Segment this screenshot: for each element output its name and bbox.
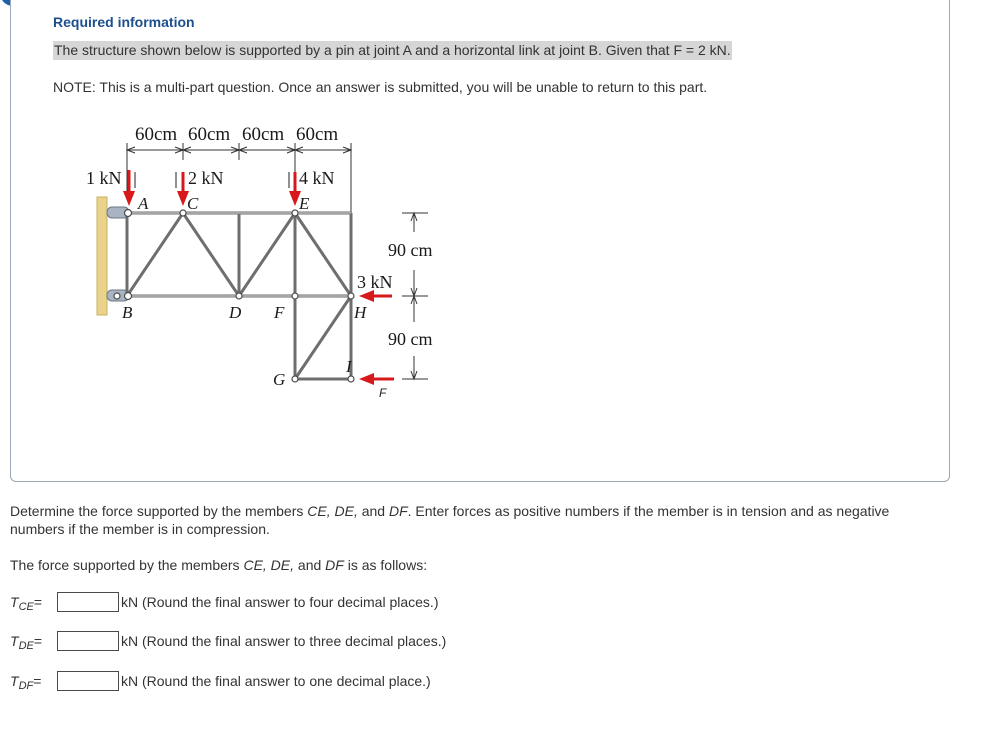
tdf-input[interactable] [57, 671, 119, 691]
joint-label-e: E [299, 194, 310, 213]
load-label-h: 3 kN [357, 272, 393, 292]
answer-row-df [10, 671, 510, 693]
joint-label-b: B [122, 303, 133, 322]
answer-lead-text: The force supported by the members CE, DE, and DF is as follows: [10, 557, 428, 573]
joint-label-d: D [229, 303, 242, 322]
joint-i [348, 376, 354, 382]
joint-e [292, 210, 298, 216]
joint-d [236, 293, 242, 299]
answer-row-ce [10, 592, 510, 614]
wall-support [97, 197, 107, 315]
tde-input[interactable] [57, 631, 119, 651]
joint-h [348, 293, 354, 299]
answer-unit-df: kN (Round the final answer to one decimal place.) [121, 673, 431, 689]
span-label-4: 60cm [296, 124, 339, 145]
load-label-c: 2 kN [188, 168, 224, 188]
load-label-i: F [379, 386, 387, 400]
problem-statement: The structure shown below is supported by a pin at joint A and a horizontal link at joint B. Given that F = 2 kN. [54, 42, 731, 58]
load-label-e: 4 kN [299, 168, 335, 188]
answer-label-ce: $T_{CE}=$ [10, 594, 43, 613]
span-label-3: 60cm [242, 124, 285, 145]
joint-b [125, 293, 132, 300]
joint-f [292, 293, 298, 299]
joint-label-a: A [138, 194, 149, 213]
joint-label-g: G [273, 370, 286, 389]
joint-label-h: H [354, 303, 367, 322]
answer-row-de [10, 631, 510, 653]
joint-g [292, 376, 298, 382]
load-label-a: 1 kN [86, 168, 122, 188]
span-label-1: 60cm [135, 124, 178, 145]
joint-c [180, 210, 186, 216]
multi-part-note: NOTE: This is a multi-part question. Once an answer is submitted, you will be unable to return to this part. [53, 79, 708, 95]
height-label-1: 90 cm [388, 240, 433, 260]
tce-input[interactable] [57, 592, 119, 612]
span-label-2: 60cm [188, 124, 231, 145]
joint-label-f: F [274, 303, 285, 322]
required-info-title: Required information [53, 14, 195, 30]
answer-unit-de: kN (Round the final answer to three decimal places.) [121, 633, 447, 649]
dimension-heights [402, 213, 428, 379]
answer-label-df: $T_{DF}=$ [10, 673, 42, 692]
joint-label-c: C [187, 194, 199, 213]
answer-unit-ce: kN (Round the final answer to four decimal places.) [121, 594, 439, 610]
joint-label-i: I [346, 357, 352, 376]
load-arrows [123, 170, 394, 385]
question-text: Determine the force supported by the members CE, DE, and DF. Enter forces as positive numbers if the member is in tension and as negative numbers if the member is in compression. [10, 503, 890, 537]
answer-label-de: $T_{DE}=$ [10, 633, 43, 652]
height-label-2: 90 cm [388, 329, 433, 349]
joint-a [125, 210, 132, 217]
